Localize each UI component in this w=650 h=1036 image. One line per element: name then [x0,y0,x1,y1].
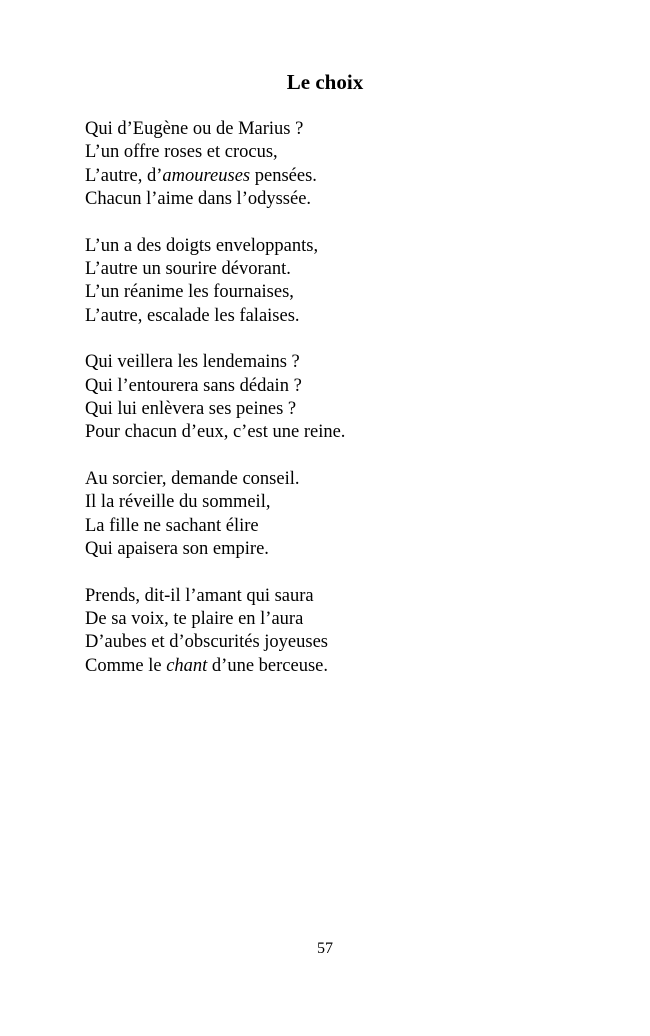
stanza-4 [85,468,585,562]
page-number: 57 [317,940,333,957]
verse-line: Au sorcier, demande conseil. [85,468,300,489]
verse-line: L’autre un sourire dévorant. [85,259,291,280]
verse-line [85,655,585,678]
italic-word: amoureuses [162,165,251,186]
poem-body [85,118,585,701]
stanza-2 [85,235,585,329]
verse-line: Prends, dit-il l’amant qui saura [85,585,314,606]
verse-line: D’aubes et d’obscurités joyeuses [85,632,329,653]
verse-line: L’autre, escalade les falaises. [85,305,300,326]
verse-line: L’un a des doigts enveloppants, [85,235,319,256]
verse-line: Qui apaisera son empire. [85,539,269,560]
verse-line: De sa voix, te plaire en l’aura [85,608,304,629]
verse-line: Pour chacun d’eux, c’est une reine. [85,422,346,443]
stanza-5 [85,585,585,679]
verse-line [85,165,585,188]
verse-line: Qui l’entourera sans dédain ? [85,375,302,396]
verse-line: Il la réveille du sommeil, [85,492,271,513]
verse-line: L’un réanime les fournaises, [85,282,294,303]
stanza-3 [85,351,585,445]
verse-line: La fille ne sachant élire [85,515,259,536]
verse-line: L’un offre roses et crocus, [85,142,278,163]
verse-line: Chacun l’aime dans l’odyssée. [85,189,312,210]
verse-text: d’une berceuse. [207,655,328,676]
stanza-1 [85,118,585,212]
verse-line: Qui d’Eugène ou de Marius ? [85,119,304,139]
verse-text: Comme le [85,655,167,676]
italic-word: chant [166,655,208,676]
verse-text: pensées. [250,165,317,186]
verse-line: Qui lui enlèvera ses peines ? [85,399,297,420]
verse-text: L’autre, d’ [85,165,163,186]
poem-title: Le choix [286,70,364,94]
verse-line: Qui veillera les lendemains ? [85,352,300,373]
